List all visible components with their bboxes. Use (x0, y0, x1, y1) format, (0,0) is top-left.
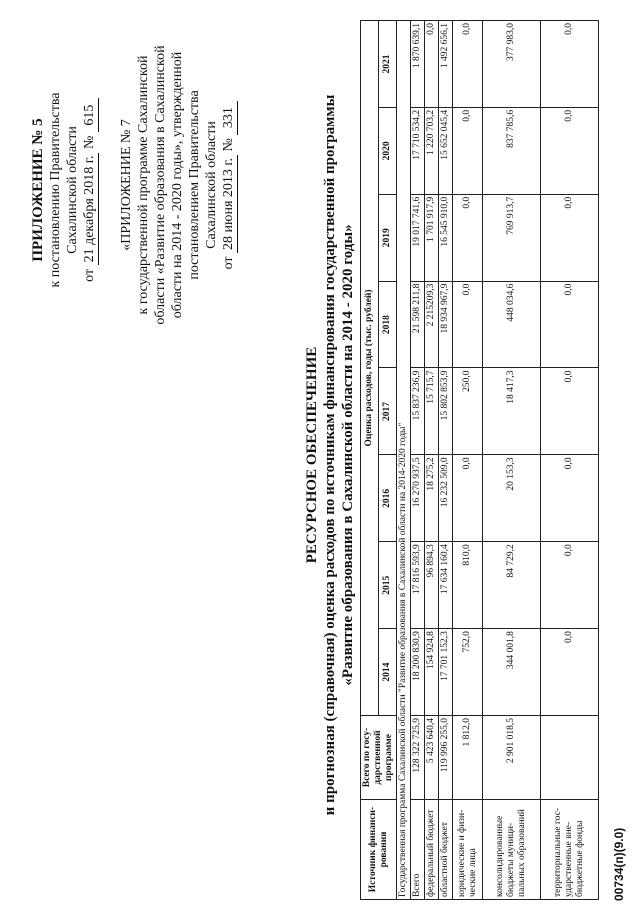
appendix-to: к постановлению Правительства (48, 92, 63, 288)
cell: 17 701 152,3 (439, 629, 453, 716)
document-code: 00734(п)(9.0) (612, 827, 626, 901)
cell: 15 715,7 (425, 368, 439, 455)
program-date-line: от 28 июня 2013 г. № 331 (220, 25, 238, 345)
cell: 119 996 255,0 (439, 716, 453, 800)
cell: 19 017 741,6 (411, 194, 425, 281)
cell: 1 870 639,1 (411, 21, 425, 108)
header-year: 2017 (379, 368, 397, 455)
cell: 0,0 (541, 542, 599, 629)
cell: 0,0 (541, 21, 599, 108)
cell: 810,0 (453, 542, 483, 629)
cell: 0,0 (425, 21, 439, 108)
cell: 17 634 160,4 (439, 542, 453, 629)
cell: 16 232 509,0 (439, 455, 453, 542)
program-date: 28 июня 2013 г. (220, 155, 238, 253)
row-label: юридические и физи-ческие лица (453, 800, 483, 900)
header-year: 2020 (379, 107, 397, 194)
cell: 18 934 967,9 (439, 281, 453, 368)
cell: 344 001,8 (483, 629, 541, 716)
cell: 0,0 (453, 281, 483, 368)
cell: 2 215209,3 (425, 281, 439, 368)
cell: 837 785,6 (483, 107, 541, 194)
cell: 1 220 703,2 (425, 107, 439, 194)
row-label: федеральный бюджет (425, 800, 439, 900)
cell: 0,0 (453, 21, 483, 108)
cell: 2 901 018,5 (483, 716, 541, 800)
cell: 18 275,2 (425, 455, 439, 542)
header-source: Источник финанси-рования (361, 800, 397, 900)
header-year: 2014 (379, 629, 397, 716)
decree-number: 615 (81, 98, 99, 132)
cell: 96 894,3 (425, 542, 439, 629)
header-years-group: Оценка расходов, годы (тыс. рублей) (361, 21, 379, 716)
cell: 17 816 593,9 (411, 542, 425, 629)
program-reference: «ПРИЛОЖЕНИЕ № 7 к государственной программе Сахалинской области «Развитие образования в Сахалинской области на 2014 - 2020 годы», утвержденной постановлением Правительства Сахалинской области от 28 июня 2013 г. № 331 (118, 25, 238, 345)
cell: 5 423 640,4 (425, 716, 439, 800)
cell: 769 913,7 (483, 194, 541, 281)
cell: 154 924,8 (425, 629, 439, 716)
decree-date: 21 декабря 2018 г. (81, 153, 99, 266)
row-label: областной бюджет (439, 800, 453, 900)
cell: 16 545 910,0 (439, 194, 453, 281)
table-row (541, 21, 599, 900)
cell: 18 417,3 (483, 368, 541, 455)
cell: 128 322 725,9 (411, 716, 425, 800)
cell: 0,0 (541, 368, 599, 455)
cell: 250,0 (453, 368, 483, 455)
document-title: РЕСУРСНОЕ ОБЕСПЕЧЕНИЕ и прогнозная (справочная) оценка расходов по источникам финансирования государственной программы «Развитие образования в Сахалинской области на 2014 - 2020 годы» (304, 94, 356, 816)
cell: 0,0 (541, 281, 599, 368)
program-ref-title: «ПРИЛОЖЕНИЕ № 7 (119, 119, 134, 251)
row-label: Всего (411, 800, 425, 900)
program-row (397, 21, 411, 900)
row-label: территориальные гос-ударственные вне-бюджетные фонды (541, 800, 599, 900)
row-label: консолидированные бюджеты муници-пальных образований (483, 800, 541, 900)
header-year: 2015 (379, 542, 397, 629)
cell: 0,0 (541, 455, 599, 542)
cell: 15 837 236,9 (411, 368, 425, 455)
region-name: Сахалинской области (65, 126, 80, 254)
header-year: 2019 (379, 194, 397, 281)
header-year: 2018 (379, 281, 397, 368)
cell: 20 153,3 (483, 455, 541, 542)
header-year: 2016 (379, 455, 397, 542)
cell: 0,0 (453, 455, 483, 542)
header-total: Всего по госу-дарственной программе (361, 716, 397, 800)
table-row (439, 21, 453, 900)
cell: 377 983,0 (483, 21, 541, 108)
cell: 1 492 656,1 (439, 21, 453, 108)
table-row (411, 21, 425, 900)
cell: 84 729,2 (483, 542, 541, 629)
cell: 752,0 (453, 629, 483, 716)
cell: 15 802 853,9 (439, 368, 453, 455)
cell: 1 812,0 (453, 716, 483, 800)
cell: 0,0 (453, 107, 483, 194)
cell: 0,0 (541, 194, 599, 281)
cell: 17 710 534,2 (411, 107, 425, 194)
decree-header (30, 45, 99, 335)
cell: 21 598 211,8 (411, 281, 425, 368)
cell (541, 716, 599, 800)
cell: 448 034,6 (483, 281, 541, 368)
cell: 18 200 830,9 (411, 629, 425, 716)
cell: 15 652 045,4 (439, 107, 453, 194)
table-row (425, 21, 439, 900)
header-year: 2021 (379, 21, 397, 108)
cell: 16 270 937,5 (411, 455, 425, 542)
decree-date-line: от 21 декабря 2018 г. № 615 (81, 45, 99, 335)
cell: 0,0 (453, 194, 483, 281)
cell: 0,0 (541, 629, 599, 716)
cell: 1 701 917,9 (425, 194, 439, 281)
appendix-title: ПРИЛОЖЕНИЕ № 5 (30, 118, 46, 262)
table-row (483, 21, 541, 900)
program-number: 331 (220, 101, 238, 135)
funding-table (360, 20, 599, 900)
cell: 0,0 (541, 107, 599, 194)
table-row (453, 21, 483, 900)
program-row-label: Государственная программа Сахалинской области "Развитие образования в Сахалинской области на 2014-2020 годы" (397, 21, 411, 900)
